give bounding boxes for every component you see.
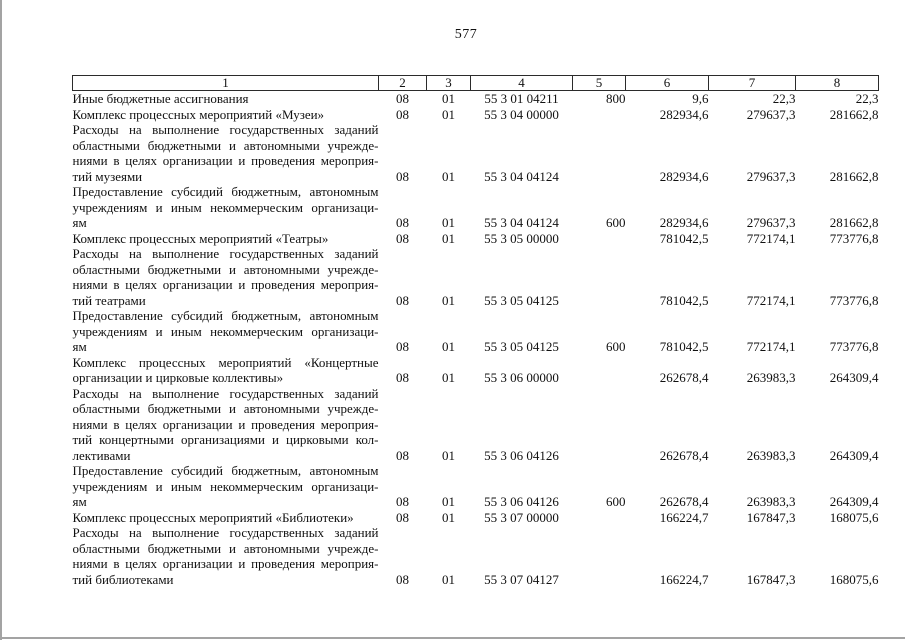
cell-c7: 167847,3: [746, 509, 796, 525]
cell-c2: 08: [396, 571, 409, 587]
cell-c5: [573, 246, 626, 308]
cell-c5: 600: [606, 215, 626, 230]
column-header-6: 6: [626, 76, 709, 91]
table-row: [73, 246, 879, 308]
row-title-cell: [73, 122, 379, 184]
cell-c3: 01: [442, 339, 455, 354]
cell-c6: 166224,7: [659, 571, 709, 587]
cell-c4: 55 3 06 00000: [484, 370, 559, 385]
page-edge-left: [0, 0, 2, 640]
row-title-line: лективами: [72, 447, 131, 463]
cell-c2: 08: [396, 106, 409, 122]
cell-c3: 01: [442, 106, 455, 122]
cell-c2: 08: [396, 230, 409, 246]
row-title-line: ниями в целях организации и проведения мероприя-: [72, 556, 379, 571]
row-title-cell: [73, 510, 379, 526]
cell-c8: 773776,8: [829, 292, 879, 308]
cell-c8: 22,3: [855, 91, 879, 106]
row-title-cell: [73, 184, 379, 231]
cell-c7: 772174,1: [746, 230, 796, 246]
cell-c7: 263983,3: [746, 494, 796, 509]
cell-c6: 781042,5: [659, 292, 709, 308]
cell-c5: [573, 525, 626, 587]
row-title-line: тий театрами: [72, 292, 146, 308]
cell-c6: 262678,4: [659, 370, 709, 385]
row-title-line: Комплекс процессных мероприятий «Театры»: [72, 230, 329, 246]
cell-c6: 9,6: [692, 91, 709, 106]
cell-c4: 55 3 01 04211: [484, 91, 559, 106]
row-title-cell: [73, 107, 379, 123]
cell-c6: 282934,6: [659, 215, 709, 230]
row-title-line: учреждениям и иным некоммерческим организаци-: [72, 478, 379, 494]
row-title-line: областными бюджетными и автономными учрежде-: [72, 540, 379, 556]
cell-c5: 600: [606, 339, 626, 354]
cell-c4: 55 3 04 00000: [484, 106, 559, 122]
row-title-line: Предоставление субсидий бюджетным, автономным: [72, 463, 379, 478]
cell-c8: 264309,4: [829, 494, 879, 509]
row-title-line: тий концертными организациями и цирковыми кол-: [72, 432, 379, 447]
cell-c3: 01: [442, 494, 455, 509]
cell-c6: 282934,6: [659, 106, 709, 122]
cell-c7: 263983,3: [746, 370, 796, 385]
row-title-line: учреждениям и иным некоммерческим организаци-: [72, 323, 379, 339]
row-title-cell: [73, 386, 379, 464]
cell-c2: 08: [396, 494, 409, 509]
cell-c6: 262678,4: [659, 447, 709, 463]
cell-c4: 55 3 06 04126: [484, 447, 559, 463]
cell-c8: 773776,8: [829, 230, 879, 246]
row-title-line: Расходы на выполнение государственных заданий: [72, 246, 379, 261]
cell-c5: [573, 510, 626, 526]
table-row: [73, 525, 879, 587]
row-title-line: учреждениям и иным некоммерческим организаци-: [72, 199, 379, 215]
row-title-cell: [73, 308, 379, 355]
cell-c7: 167847,3: [746, 571, 796, 587]
table-row: [73, 184, 879, 231]
cell-c2: 08: [396, 447, 409, 463]
cell-c5: 600: [606, 494, 626, 509]
cell-c6: 282934,6: [659, 168, 709, 184]
row-title-cell: [73, 231, 379, 247]
row-title-line: организации и цирковые коллективы»: [72, 370, 284, 385]
cell-c4: 55 3 05 00000: [484, 230, 559, 246]
cell-c7: 263983,3: [746, 447, 796, 463]
budget-table: [72, 75, 879, 587]
cell-c8: 168075,6: [829, 571, 879, 587]
cell-c5: [573, 355, 626, 386]
column-header-1: 1: [73, 76, 379, 91]
cell-c5: [573, 386, 626, 464]
cell-c8: 264309,4: [829, 447, 879, 463]
cell-c3: 01: [442, 230, 455, 246]
cell-c2: 08: [396, 215, 409, 230]
row-title-cell: [73, 355, 379, 386]
cell-c8: 168075,6: [829, 509, 879, 525]
cell-c4: 55 3 07 00000: [484, 509, 559, 525]
cell-c5: [573, 107, 626, 123]
table-row: [73, 91, 879, 107]
row-title-line: областными бюджетными и автономными учрежде-: [72, 261, 379, 277]
table-row: [73, 107, 879, 123]
table-row: [73, 355, 879, 386]
column-header-2: 2: [379, 76, 427, 91]
row-title-line: Предоставление субсидий бюджетным, автономным: [72, 308, 379, 323]
cell-c3: 01: [442, 509, 455, 525]
cell-c7: 772174,1: [746, 292, 796, 308]
row-title-line: Расходы на выполнение государственных заданий: [72, 122, 379, 137]
cell-c4: 55 3 04 04124: [484, 168, 559, 184]
cell-c2: 08: [396, 91, 409, 106]
page-edge-bottom: [0, 637, 905, 639]
table-row: [73, 463, 879, 510]
row-title-line: Комплекс процессных мероприятий «Концертные: [72, 354, 379, 370]
table-row: [73, 308, 879, 355]
row-title-line: Комплекс процессных мероприятий «Библиотеки»: [72, 509, 354, 525]
cell-c3: 01: [442, 215, 455, 230]
row-title-cell: [73, 463, 379, 510]
row-title-line: Предоставление субсидий бюджетным, автономным: [72, 184, 379, 199]
cell-c4: 55 3 05 04125: [484, 292, 559, 308]
row-title-line: ям: [72, 215, 87, 230]
cell-c2: 08: [396, 509, 409, 525]
row-title-cell: [73, 246, 379, 308]
column-header-8: 8: [796, 76, 879, 91]
table-body: [73, 91, 879, 588]
cell-c3: 01: [442, 168, 455, 184]
cell-c7: 22,3: [772, 91, 796, 106]
table-row: [73, 231, 879, 247]
cell-c8: 773776,8: [829, 339, 879, 354]
cell-c5: 800: [606, 91, 626, 106]
column-header-4: 4: [471, 76, 573, 91]
row-title-line: Расходы на выполнение государственных заданий: [72, 525, 379, 540]
row-title-line: тий музеями: [72, 168, 143, 184]
row-title-line: Расходы на выполнение государственных заданий: [72, 385, 379, 401]
table-row: [73, 510, 879, 526]
cell-c7: 772174,1: [746, 339, 796, 354]
row-title-cell: [73, 525, 379, 587]
row-title-line: областными бюджетными и автономными учрежде-: [72, 137, 379, 153]
row-title-line: ям: [72, 339, 87, 354]
table-header: [73, 76, 879, 91]
cell-c8: 264309,4: [829, 370, 879, 385]
column-header-3: 3: [427, 76, 471, 91]
cell-c4: 55 3 07 04127: [484, 571, 559, 587]
row-title-line: ниями в целях организации и проведения мероприя-: [72, 277, 379, 292]
cell-c6: 781042,5: [659, 230, 709, 246]
cell-c4: 55 3 05 04125: [484, 339, 559, 354]
column-header-7: 7: [709, 76, 796, 91]
row-title-cell: [73, 91, 379, 107]
cell-c2: 08: [396, 370, 409, 385]
cell-c6: 262678,4: [659, 494, 709, 509]
cell-c4: 55 3 04 04124: [484, 215, 559, 230]
cell-c4: 55 3 06 04126: [484, 494, 559, 509]
row-title-line: тий библиотеками: [72, 571, 174, 587]
row-title-line: Иные бюджетные ассигнования: [72, 91, 249, 106]
cell-c7: 279637,3: [746, 106, 796, 122]
table-row: [73, 386, 879, 464]
column-header-5: 5: [573, 76, 626, 91]
table-row: [73, 122, 879, 184]
cell-c3: 01: [442, 370, 455, 385]
cell-c8: 281662,8: [829, 168, 879, 184]
row-title-line: областными бюджетными и автономными учрежде-: [72, 401, 379, 416]
cell-c3: 01: [442, 292, 455, 308]
cell-c6: 166224,7: [659, 509, 709, 525]
cell-c8: 281662,8: [829, 106, 879, 122]
row-title-line: ниями в целях организации и проведения мероприя-: [72, 416, 379, 432]
cell-c2: 08: [396, 339, 409, 354]
cell-c7: 279637,3: [746, 168, 796, 184]
cell-c5: [573, 122, 626, 184]
row-title-line: ям: [72, 494, 87, 509]
row-title-line: ниями в целях организации и проведения мероприя-: [72, 153, 379, 168]
page-number: 577: [454, 27, 478, 42]
cell-c5: [573, 231, 626, 247]
cell-c8: 281662,8: [829, 215, 879, 230]
cell-c6: 781042,5: [659, 339, 709, 354]
cell-c2: 08: [396, 292, 409, 308]
cell-c2: 08: [396, 168, 409, 184]
cell-c3: 01: [442, 91, 455, 106]
cell-c3: 01: [442, 571, 455, 587]
row-title-line: Комплекс процессных мероприятий «Музеи»: [72, 106, 325, 122]
cell-c7: 279637,3: [746, 215, 796, 230]
header-row: [73, 76, 879, 91]
cell-c3: 01: [442, 447, 455, 463]
